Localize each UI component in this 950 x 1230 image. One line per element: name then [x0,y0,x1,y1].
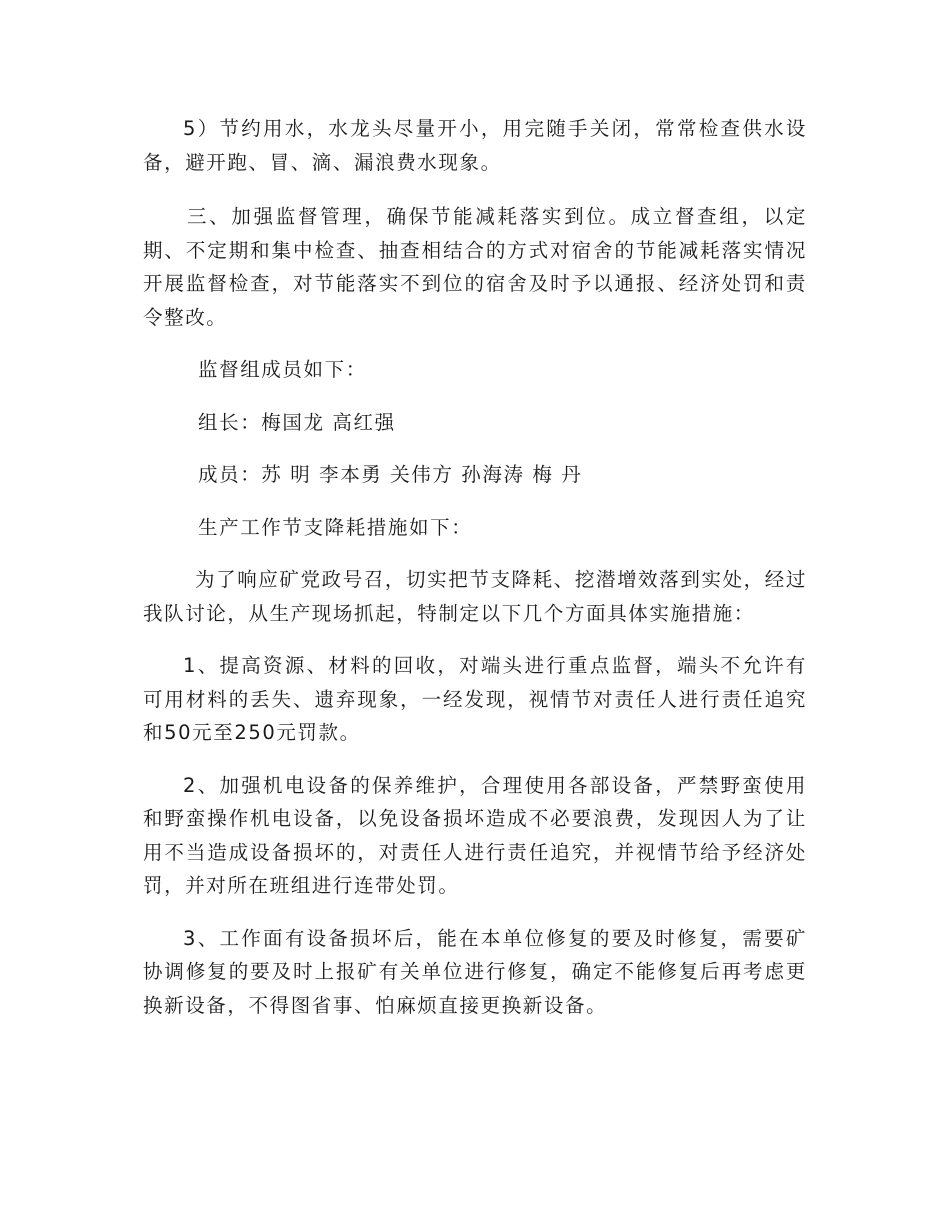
paragraph-measure-3: 3、工作面有设备损坏后，能在本单位修复的要及时修复，需要矿协调修复的要及时上报矿有关单位进行修复，确定不能修复后再考虑更换新设备，不得图省事、怕麻烦直接更换新设备。 [143,926,807,1017]
paragraph-measures-intro: 生产工作节支降耗措施如下： [198,515,473,539]
paragraph-group-leader: 组长：梅国龙 高红强 [198,410,396,434]
paragraph-group-intro: 监督组成员如下： [198,358,367,381]
paragraph-water-saving: 5）节约用水，水龙头尽量开小，用完随手关闭，常常检查供水设备，避开跑、冒、滴、漏浪费水现象。 [143,117,807,174]
paragraph-measure-2: 2、加强机电设备的保养维护，合理使用各部设备，严禁野蛮使用和野蛮操作机电设备，以免设备损坏造成不必要浪费，发现因人为了让用不当造成设备损坏的，对责任人进行责任追究，并视情节给予经济处罚，并对所在班组进行连带处罚。 [143,773,807,897]
paragraph-response: 为了响应矿党政号召，切实把节支降耗、挖潜增效落到实处，经过我队讨论，从生产现场抓起，特制定以下几个方面具体实施措施： [143,568,807,625]
paragraph-measure-1: 1、提高资源、材料的回收，对端头进行重点监督，端头不允许有可用材料的丢失、遗弃现象，一经发现，视情节对责任人进行责任追究和50元至250元罚款。 [143,654,807,744]
paragraph-group-members: 成员：苏 明 李本勇 关伟方 孙海涛 梅 丹 [198,463,583,486]
paragraph-supervision: 三、加强监督管理，确保节能减耗落实到位。成立督查组，以定期、不定期和集中检查、抽查相结合的方式对宿舍的节能减耗落实情况开展监督检查，对节能落实不到位的宿舍及时予以通报、经济处罚和责令整改。 [143,205,807,329]
document-body [143,112,807,1022]
